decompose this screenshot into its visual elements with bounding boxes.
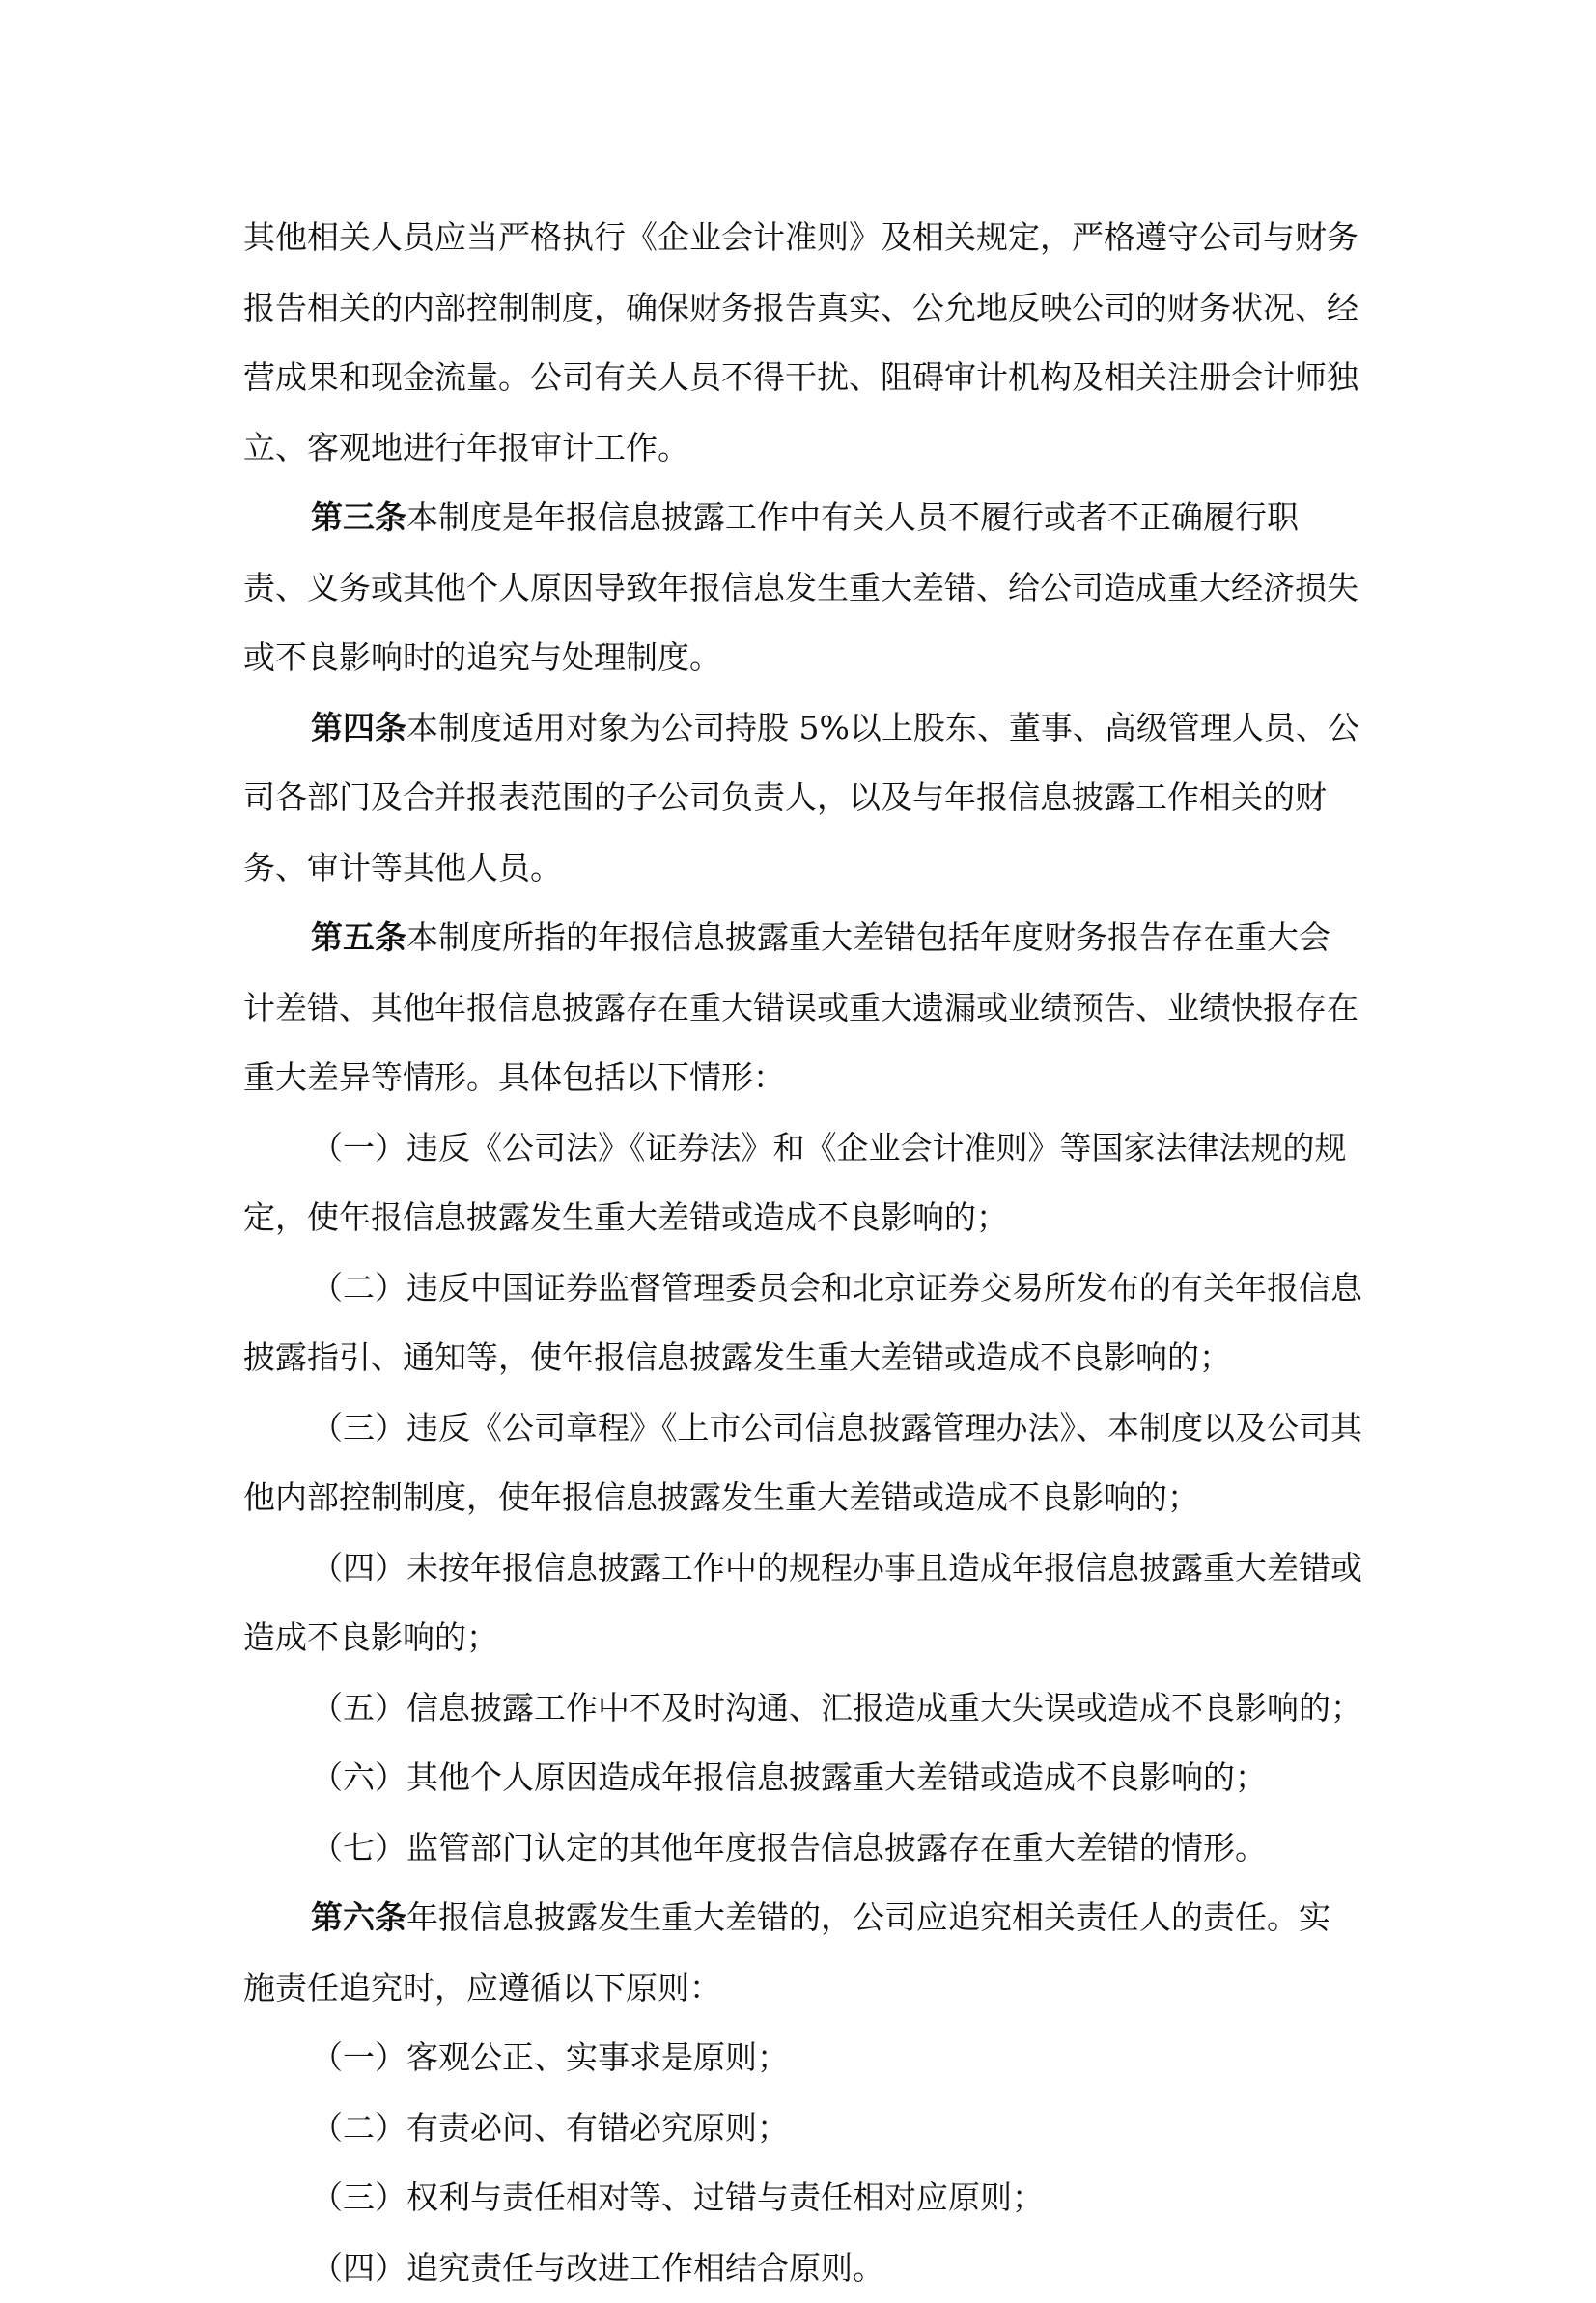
text-line: 重大差异等情形。具体包括以下情形：: [243, 1043, 1363, 1113]
article-5-first-line: [243, 903, 1363, 973]
list-item: （六）其他个人原因造成年报信息披露重大差错或造成不良影响的；: [243, 1743, 1363, 1813]
text-line: 立、客观地进行年报审计工作。: [243, 413, 1363, 484]
text-line: 其他相关人员应当严格执行《企业会计准则》及相关规定，严格遵守公司与财务: [243, 203, 1363, 273]
list-item: （一）客观公正、实事求是原则；: [243, 2023, 1363, 2093]
text-line: 或不良影响时的追究与处理制度。: [243, 623, 1363, 693]
text-line: 务、审计等其他人员。: [243, 833, 1363, 904]
article-6-text: 年报信息披露发生重大差错的，公司应追究相关责任人的责任。实: [406, 1898, 1330, 1936]
article-4-label: 第四条: [311, 709, 406, 746]
text-line: 披露指引、通知等，使年报信息披露发生重大差错或造成不良影响的；: [243, 1323, 1363, 1393]
text-line: 营成果和现金流量。公司有关人员不得干扰、阻碍审计机构及相关注册会计师独: [243, 343, 1363, 413]
article-6-first-line: [243, 1883, 1363, 1953]
article-4-first-line: [243, 693, 1363, 764]
article-3-text: 本制度是年报信息披露工作中有关人员不履行或者不正确履行职: [406, 498, 1299, 536]
list-item: （五）信息披露工作中不及时沟通、汇报造成重大失误或造成不良影响的；: [243, 1673, 1363, 1744]
text-line: 司各部门及合并报表范围的子公司负责人，以及与年报信息披露工作相关的财: [243, 763, 1363, 833]
article-6-label: 第六条: [311, 1898, 406, 1936]
article-4-text: 本制度适用对象为公司持股 5%以上股东、董事、高级管理人员、公: [406, 709, 1359, 746]
text-line: 造成不良影响的；: [243, 1603, 1363, 1673]
list-item: （四）追究责任与改进工作相结合原则。: [243, 2233, 1363, 2303]
text-line: 他内部控制制度，使年报信息披露发生重大差错或造成不良影响的；: [243, 1463, 1363, 1533]
document-page: [243, 203, 1363, 2303]
list-item: （二）有责必问、有错必究原则；: [243, 2093, 1363, 2164]
text-line: 报告相关的内部控制制度，确保财务报告真实、公允地反映公司的财务状况、经: [243, 273, 1363, 344]
text-line: 定，使年报信息披露发生重大差错或造成不良影响的；: [243, 1183, 1363, 1253]
article-3-label: 第三条: [311, 498, 406, 536]
list-item: （三）违反《公司章程》《上市公司信息披露管理办法》、本制度以及公司其: [243, 1393, 1363, 1464]
article-5-label: 第五条: [311, 918, 406, 956]
text-line: 计差错、其他年报信息披露存在重大错误或重大遗漏或业绩预告、业绩快报存在: [243, 973, 1363, 1044]
article-5-text: 本制度所指的年报信息披露重大差错包括年度财务报告存在重大会: [406, 918, 1330, 956]
list-item: （四）未按年报信息披露工作中的规程办事且造成年报信息披露重大差错或: [243, 1533, 1363, 1604]
text-line: 施责任追究时，应遵循以下原则：: [243, 1953, 1363, 2024]
list-item: （七）监管部门认定的其他年度报告信息披露存在重大差错的情形。: [243, 1813, 1363, 1884]
text-line: 责、义务或其他个人原因导致年报信息发生重大差错、给公司造成重大经济损失: [243, 553, 1363, 624]
list-item: （一）违反《公司法》《证券法》和《企业会计准则》等国家法律法规的规: [243, 1113, 1363, 1184]
list-item: （二）违反中国证券监督管理委员会和北京证券交易所发布的有关年报信息: [243, 1253, 1363, 1324]
article-3-first-line: [243, 483, 1363, 553]
list-item: （三）权利与责任相对等、过错与责任相对应原则；: [243, 2163, 1363, 2233]
